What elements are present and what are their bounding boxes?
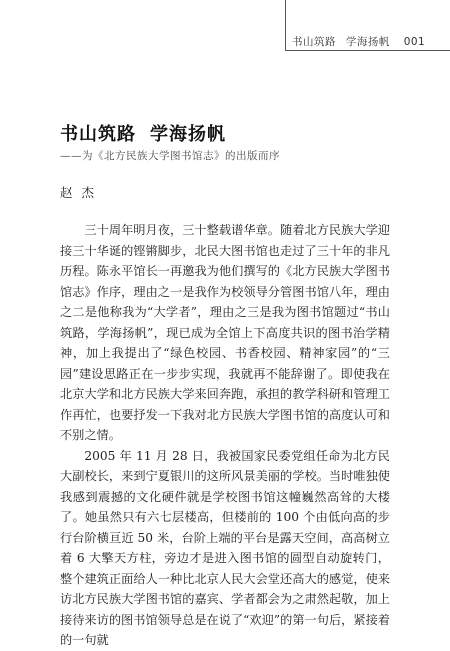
article-author: 赵杰 xyxy=(60,185,104,200)
article-title xyxy=(60,120,226,146)
header-vertical-rule xyxy=(285,0,286,50)
paragraph-2: 2005 年 11 月 28 日，我被国家民委党组任命为北方民大副校长，来到宁夏银川的这所风景美丽的学校。当时唯独使我感到震撼的文化硬件就是学校图书馆这幢巍然高耸的大楼了。她虽然只有六七层楼高，但楼前的 100 个由低向高的步行台阶横亘近 50 米，台阶上端的平台是露天空间，高高树立着 6 大擎天方柱，旁边才是进入图书馆的圆型自动旋转门，整个建筑正面给人一种比北京人民大会堂还高大的感觉，使来访北方民族大学图书馆的嘉宾、学者都会为之肃然起敬，加上接待来访的图书馆领导总是在说了“欢迎”的第一句后，紧接着的一句就 xyxy=(60,448,390,647)
running-title-2: 学海扬帆 xyxy=(345,36,390,48)
article-title-part1: 书山筑路 xyxy=(60,124,136,145)
article-subtitle: ——为《北方民族大学图书馆志》的出版而序 xyxy=(60,150,280,162)
running-title: 书山筑路 xyxy=(292,36,336,48)
article-body xyxy=(60,220,390,651)
paragraph-1: 三十周年明月夜，三十整载谱华章。随着北方民族大学迎接三十华诞的铿锵脚步，北民大图书馆也走过了三十年的非凡历程。陈永平馆长一再邀我为他们撰写的《北方民族大学图书馆志》作序，理由之一是我作为校领导分管图书馆八年，理由之二是他称我为“大学者”，理由之三是我为图书馆题过“书山筑路，学海扬帆”，现已成为全馆上下高度共识的图书治学精神，加上我提出了“绿色校园、书香校园、精神家园”的“三园”建设思路正在一步步实现，我就再不能辞谢了。即使我在北京大学和北方民族大学来回奔跑，承担的教学科研和管理工作再忙，也要抒发一下我对北方民族大学图书馆的高度认可和不别之情。 xyxy=(60,223,390,442)
article-title-part2: 学海扬帆 xyxy=(150,124,226,145)
header-horizontal-rule xyxy=(285,50,450,51)
running-head xyxy=(292,34,425,49)
page-header xyxy=(0,0,450,58)
page-number: 001 xyxy=(403,36,426,48)
